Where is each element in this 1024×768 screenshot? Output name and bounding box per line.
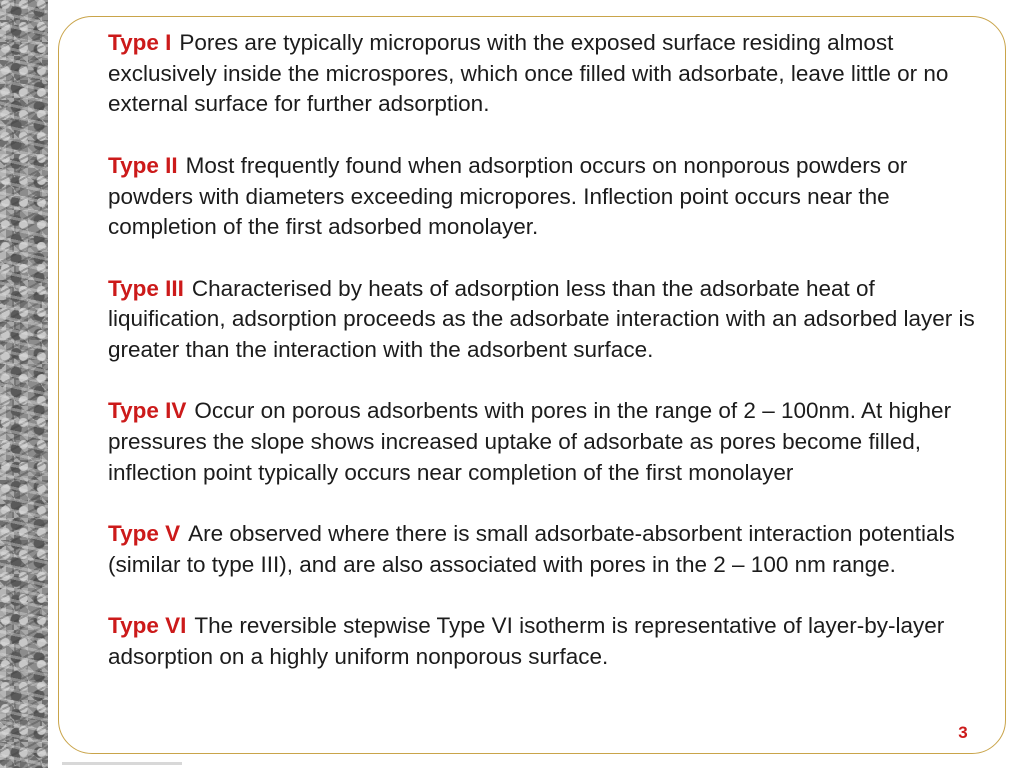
type-label: Type IV bbox=[108, 398, 187, 424]
type-label: Type III bbox=[108, 275, 184, 301]
type-label: Type II bbox=[108, 152, 178, 178]
bottom-divider bbox=[62, 762, 182, 765]
paragraph-type-6 bbox=[108, 611, 988, 672]
type-description: Most frequently found when adsorption occurs on nonporous powders or powders with diameters exceeding micropores. Inflection point occurs near the completion of the first adsorbed monolayer. bbox=[108, 152, 908, 240]
type-description: Pores are typically microporus with the exposed surface residing almost exclusively inside the microspores, which once filled with adsorbate, leave little or no external surface for further adsorption. bbox=[108, 30, 949, 117]
page-number: 3 bbox=[958, 723, 968, 742]
paragraph-type-3 bbox=[108, 274, 988, 366]
type-description: The reversible stepwise Type VI isotherm is representative of layer-by-layer adsorption on a highly uniform nonporous surface. bbox=[108, 613, 945, 669]
type-label: Type V bbox=[108, 521, 181, 547]
paragraph-type-1 bbox=[108, 28, 988, 120]
type-description: Occur on porous adsorbents with pores in the range of 2 – 100nm. At higher pressures the slope shows increased uptake of adsorbate as pores become filled, inflection point typically occurs near completion of the first monolayer bbox=[108, 398, 952, 485]
type-description: Are observed where there is small adsorbate-absorbent interaction potentials (similar to type III), and are also associated with pores in the 2 – 100 nm range. bbox=[108, 521, 955, 577]
paragraph-type-2 bbox=[108, 151, 988, 243]
type-label: Type I bbox=[108, 30, 172, 55]
type-label: Type VI bbox=[108, 613, 187, 639]
paragraph-type-4 bbox=[108, 396, 988, 488]
decorative-texture-strip bbox=[0, 0, 48, 768]
type-description: Characterised by heats of adsorption less than the adsorbate heat of liquification, adsorption proceeds as the adsorbate interaction with an adsorbed layer is greater than the interaction with the adsorbent surface. bbox=[108, 275, 975, 362]
slide-body bbox=[108, 28, 988, 703]
paragraph-type-5 bbox=[108, 519, 988, 580]
